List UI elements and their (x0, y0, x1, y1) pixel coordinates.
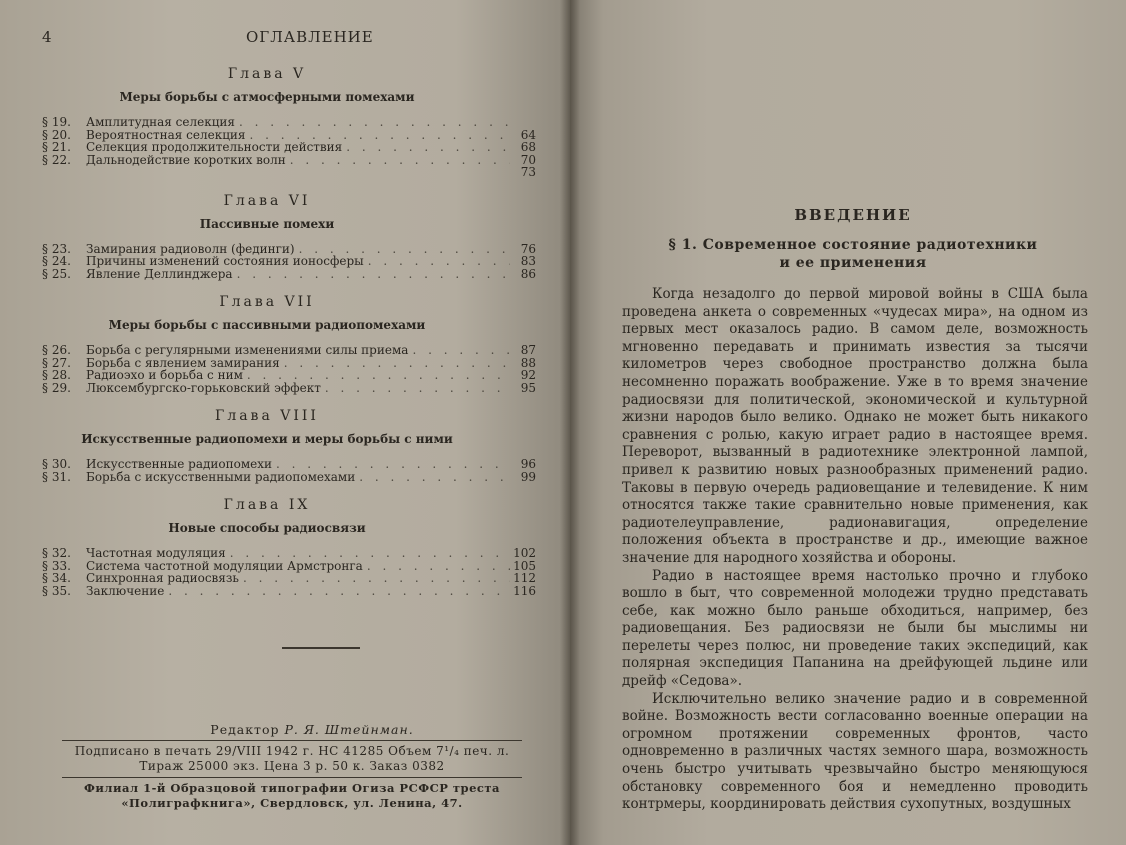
section-number: § 23. (42, 241, 71, 256)
table-of-contents (42, 66, 570, 597)
entry-title: Причины изменений состояния ионосферы (86, 254, 364, 268)
dot-leader (355, 471, 510, 484)
printer-address: «Полиграфкнига», Свердловск, ул. Ленина, 47. (121, 796, 463, 810)
dot-leader (243, 369, 510, 382)
section-number: § 27. (42, 355, 71, 370)
toc-entry (42, 572, 536, 585)
chapter-label: Глава VII (219, 294, 315, 310)
divider (62, 740, 522, 741)
entry-title: Замирания радиоволн (фединги) (86, 241, 295, 256)
entry-page: 76 (520, 241, 536, 256)
dot-leader (342, 141, 510, 154)
running-head (42, 28, 570, 52)
section-number: § 22. (42, 152, 71, 167)
entry-title: Борьба с искусственными радиопомехами (86, 469, 356, 484)
entry-title: Синхронная радиосвязь (86, 571, 239, 585)
toc-list (42, 547, 536, 597)
toc-entry (42, 458, 536, 471)
entry-title: Вероятностная селекция (86, 127, 246, 142)
dot-leader (164, 585, 510, 598)
toc-list (42, 458, 536, 483)
page-number: 4 (42, 28, 53, 46)
toc-entry (42, 585, 536, 598)
dot-leader (363, 560, 510, 573)
entry-page: 95 (520, 380, 536, 395)
entry-title: Дальнодействие коротких волн (86, 152, 286, 167)
entry-page: 70 (520, 152, 536, 167)
paragraph: Исключительно велико значение радио и в современной войне. Возможность вести согласованно военные операции на огромном протяжении современных фронтов, часто одновременно в различных частях земного шара, возможность очень быстро учитывать чрезвычайно быстро меняющуюся обстановку современного боя и немедленно проводить контрмеры, координировать действия сухопутных, воздушных (622, 690, 1088, 813)
entry-title: Явление Деллинджера (86, 266, 233, 281)
section-number: § 28. (42, 368, 71, 382)
chapter-title: Новые способы радиосвязи (168, 521, 366, 535)
toc-entry (42, 369, 536, 382)
toc-entry (42, 382, 536, 395)
entry-page: 105 (513, 558, 536, 573)
toc-entry (42, 268, 536, 281)
section-heading: ВВЕДЕНИЕ (794, 206, 912, 224)
book-gutter (560, 0, 580, 845)
entry-title: Селекция продолжительности действия (86, 140, 343, 154)
entry-title: Амплитудная селекция (86, 115, 235, 129)
entry-page: 102 (513, 546, 536, 560)
toc-entry (42, 154, 536, 167)
right-page-introduction (570, 0, 1126, 845)
subheading-line: и ее применения (779, 255, 927, 271)
toc-entry (42, 471, 536, 484)
entry-page: 64 (520, 127, 536, 142)
entry-title: Частотная модуляция (86, 546, 226, 560)
entry-page: 83 (520, 254, 536, 268)
dot-leader (233, 268, 510, 281)
entry-title: Заключение (86, 583, 165, 598)
editor-label: Редактор (210, 722, 280, 737)
chapter-label: Глава V (227, 66, 307, 82)
chapter-label: Глава VIII (215, 408, 319, 424)
chapter-label: Глава VI (223, 192, 311, 209)
section-number: § 34. (42, 571, 71, 585)
chapter-title: Пассивные помехи (199, 216, 335, 231)
toc-entry (42, 141, 536, 154)
entry-title: Система частотной модуляции Армстронга (86, 558, 363, 573)
section-number: § 30. (42, 457, 71, 471)
dot-leader (226, 547, 510, 560)
entry-page: 92 (520, 368, 536, 382)
entry-page: 87 (520, 343, 536, 357)
imprint-line: Подписано в печать 29/VIII 1942 г. НС 41285 Объем 7¹/₄ печ. л. (74, 744, 510, 758)
toc-list (42, 116, 536, 179)
subheading-line: § 1. Современное состояние радиотехники (668, 237, 1038, 253)
dot-leader (280, 357, 510, 370)
entry-page: 68 (520, 140, 536, 154)
section-number: § 20. (42, 127, 71, 142)
entry-page: 96 (520, 457, 536, 471)
section-number: § 24. (42, 254, 71, 268)
entry-title: Искусственные радиопомехи (86, 457, 273, 471)
imprint-block (62, 722, 522, 811)
chapter-title: Меры борьбы с пассивными радиопомехами (108, 318, 426, 332)
entry-page: 86 (520, 266, 536, 281)
chapter-label: Глава IX (223, 497, 311, 513)
toc-entry (42, 255, 536, 268)
entry-page: 116 (513, 583, 536, 598)
entry-page: 73 (520, 165, 536, 179)
toc-entry (42, 116, 536, 129)
dot-leader (408, 344, 510, 357)
section-number: § 33. (42, 558, 71, 573)
toc-entry (42, 344, 536, 357)
section-number: § 35. (42, 583, 71, 598)
divider (282, 647, 360, 649)
dot-leader (239, 572, 510, 585)
toc-list (42, 344, 536, 394)
dot-leader (364, 255, 510, 268)
section-number: § 26. (42, 343, 71, 357)
paragraph: Радио в настоящее время настолько прочно и глубоко вошло в быт, что современной молодежи трудно представать себе, как можно было раньше обходиться, например, без радиовещания. Без радиосвязи не были бы мыслимы ни перелеты через полюс, ни проведение таких экспедиций, как полярная экспедиция Папанина на дрейфующей льдине или дрейф «Седова». (622, 567, 1088, 690)
running-title: ОГЛАВЛЕНИЕ (246, 28, 374, 46)
entry-title: Радиоэхо и борьба с ним (86, 368, 243, 382)
paragraph: Когда незадолго до первой мировой войны в США была проведена анкета о современных «чудесах мира», на одном из первых мест оказалось радио. В самом деле, возможность мгновенно передавать и принимать известия за тысячи километров через свободное пространство должна была несомненно поражать воображение. Уже в то время значение радиосвязи для политической, экономической и культурной жизни народов было велико. Однако не может быть никакого сравнения с ролью, какую играет радио в настоящее время. Переворот, вызванный в радиотехнике электронной лампой, привел к развитию новых разнообразных применений радио. Таковы в первую очередь радиовещание и телевидение. К ним относятся также такие сравнительно новые применения, как радиотелеуправление, радионавигация, определение положения объекта в пространстве и др., имеющие важное значение для народного хозяйства и обороны. (622, 286, 1088, 566)
entry-page: 112 (513, 571, 536, 585)
section-subheading (610, 236, 1096, 272)
editor-credit (102, 722, 522, 737)
entry-title: Борьба с регулярными изменениями силы приема (86, 343, 409, 357)
chapter-title: Искусственные радиопомехи и меры борьбы с ними (81, 432, 453, 446)
entry-page: 99 (520, 469, 536, 484)
imprint-line: Тираж 25000 экз. Цена 3 р. 50 к. Заказ 0382 (139, 759, 445, 773)
chapter-title: Меры борьбы с атмосферными помехами (119, 90, 415, 104)
section-number: § 32. (42, 546, 71, 560)
divider (62, 777, 522, 778)
section-number: § 25. (42, 266, 71, 281)
section-number: § 19. (42, 115, 71, 129)
toc-list (42, 243, 536, 281)
section-number: § 31. (42, 469, 71, 484)
body-text (622, 286, 1088, 814)
section-number: § 29. (42, 380, 71, 395)
entry-title: Борьба с явлением замирания (86, 355, 280, 370)
dot-leader (286, 154, 510, 167)
section-number: § 21. (42, 140, 71, 154)
dot-leader (272, 458, 510, 471)
entry-page: 88 (520, 355, 536, 370)
dot-leader (235, 116, 510, 129)
editor-name: Р. Я. Штейнман. (284, 722, 414, 737)
toc-entry (42, 547, 536, 560)
toc-entry (42, 166, 536, 179)
dot-leader (321, 382, 510, 395)
printer-line: Филиал 1-й Образцовой типографии Огиза РСФСР треста (83, 781, 500, 795)
entry-title: Люксембургско-горьковский эффект (86, 380, 321, 395)
